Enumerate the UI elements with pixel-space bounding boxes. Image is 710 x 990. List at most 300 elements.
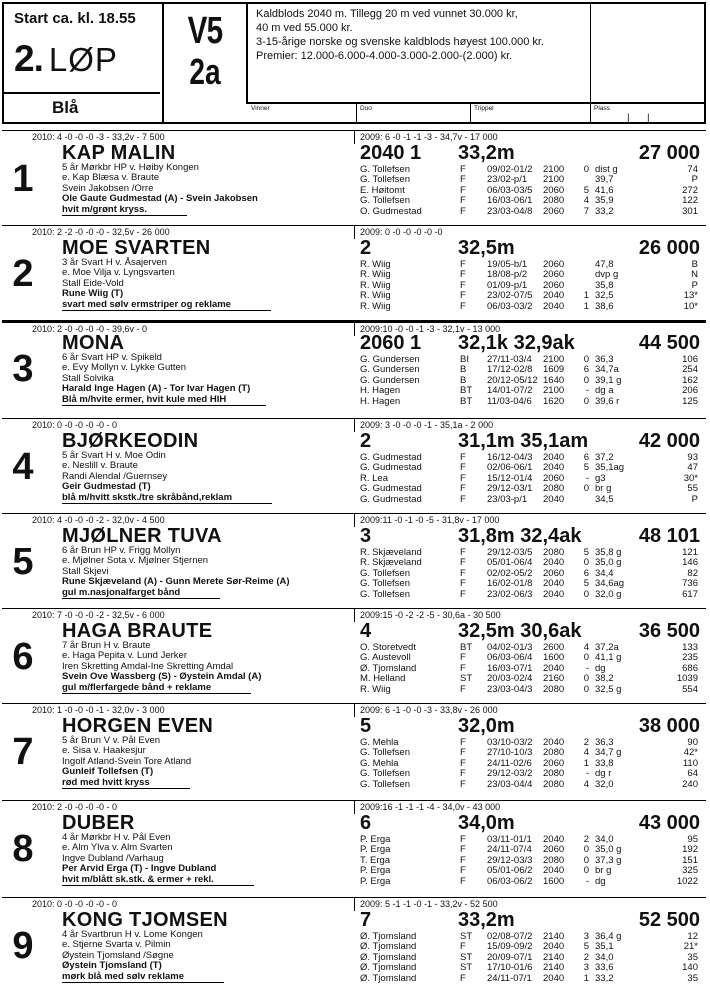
- start-track: F: [460, 557, 466, 569]
- start-place: -: [585, 875, 589, 887]
- start-track: BT: [460, 395, 473, 407]
- start-driver: G. Tollefsen: [360, 588, 410, 600]
- start-track: F: [460, 300, 466, 312]
- start-odds: 35: [687, 951, 698, 963]
- start-track: F: [460, 578, 466, 590]
- colors-text: hvit m/blått sk.stk. & ermer + rekl.: [62, 875, 254, 886]
- start-place: 0: [583, 854, 589, 866]
- start-date: 24/11-07/1: [487, 972, 532, 984]
- start-driver: G. Gundersen: [360, 364, 420, 376]
- start-odds: 192: [682, 844, 698, 856]
- start-km-time: 34,7a: [595, 364, 619, 376]
- dam-line: e. Alm Ylva v. Alm Svarten: [62, 842, 173, 854]
- start-driver: G. Gudmestad: [360, 462, 422, 474]
- stats-2009: 2009: 5 -1 -1 -0 -1 - 33,2v - 52 500: [360, 899, 498, 909]
- dam-line: e. Kap Blæsa v. Braute: [62, 172, 159, 184]
- start-distance-m: 2040: [543, 865, 565, 877]
- stats-2010: 2010: 4 -0 -0 -0 -3 - 33,2v - 7 500: [32, 132, 165, 142]
- recent-starts: [360, 738, 704, 790]
- start-km-time: 34,4: [595, 567, 614, 579]
- breeding-line: 5 år Svart H v. Moe Odin: [62, 450, 166, 461]
- start-date: 17/10-01/6: [487, 962, 533, 974]
- horse-info: [62, 641, 261, 694]
- horse-name: DUBER: [62, 812, 135, 834]
- horse-info: [62, 833, 254, 886]
- start-place: 5: [583, 462, 589, 474]
- start-place: -: [585, 768, 589, 780]
- start-odds: 74: [687, 164, 698, 175]
- start-odds: P: [691, 279, 698, 291]
- start-date: 27/11-03/4: [487, 354, 532, 365]
- start-km-time: dist g: [595, 164, 618, 175]
- start-km-time: 34,7 g: [595, 747, 622, 759]
- start-driver: H. Hagen: [360, 395, 401, 407]
- start-date: 02/08-07/2: [487, 931, 533, 942]
- start-km-time: 34,0: [595, 834, 614, 845]
- start-distance-m: 1620: [543, 395, 565, 407]
- start-km-time: dg r: [595, 768, 612, 780]
- start-km-time: br g: [595, 865, 612, 877]
- breeding-line: 7 år Brun H v. Braute: [62, 640, 151, 651]
- start-km-time: 33,8: [595, 757, 614, 769]
- start-driver: Ø. Tjomsland: [360, 931, 417, 942]
- dam-line: e. Moe Vilja v. Lyngsvarten: [62, 267, 175, 279]
- total-earnings: 26 000: [638, 237, 700, 259]
- start-date: 24/11-07/4: [487, 844, 532, 856]
- start-odds: 64: [687, 768, 698, 780]
- start-km-time: 39,1 g: [595, 374, 622, 386]
- dam-line: e. Mjølner Sota v. Mjølner Stjernen: [62, 555, 209, 567]
- driver-trainer-line: Ole Gaute Gudmestad (A) - Svein Jakobsen: [62, 193, 258, 205]
- start-date: 19/05-b/1: [487, 259, 528, 270]
- start-distance: 2: [360, 430, 372, 452]
- start-driver: Ø. Tjomsland: [360, 972, 417, 984]
- owner-line: Ingve Dubland /Varhaug: [62, 852, 164, 864]
- start-place: 0: [583, 483, 589, 495]
- colors-line: [62, 875, 254, 886]
- start-date: 16/03-06/1: [487, 195, 533, 207]
- horse-name: HAGA BRAUTE: [62, 620, 213, 642]
- recent-starts: [360, 643, 704, 695]
- owner-line: Svein Jakobsen /Orre: [62, 182, 154, 194]
- start-odds: 13*: [683, 290, 698, 302]
- start-odds: 93: [687, 452, 698, 463]
- start-number: 5: [12, 541, 34, 583]
- colors-line: [62, 205, 258, 216]
- start-row: [360, 579, 704, 589]
- start-track: F: [460, 652, 466, 664]
- driver-trainer-line: Øystein Tjomsland (T): [62, 960, 162, 972]
- start-track: F: [460, 854, 466, 866]
- stats-2010: 2010: 0 -0 -0 -0 -0 - 0: [32, 899, 118, 909]
- tick-mark: |: [627, 113, 630, 124]
- start-odds: 146: [682, 557, 698, 569]
- start-track: F: [460, 174, 466, 186]
- stats-divider: [354, 898, 355, 911]
- total-earnings: 36 500: [638, 620, 700, 642]
- horse-entry: [2, 225, 706, 320]
- start-date: 03/11-01/1: [487, 834, 532, 845]
- start-distance-m: 2100: [543, 354, 565, 365]
- start-row: [360, 643, 704, 653]
- start-driver: G. Gudmestad: [360, 483, 422, 495]
- stats-divider: [354, 131, 355, 144]
- colors-text: mørk blå med sølv reklame: [62, 972, 224, 983]
- start-date: 23/03-04/8: [487, 205, 533, 217]
- start-row: [360, 748, 704, 758]
- start-row: [360, 186, 704, 196]
- horse-entry: [2, 130, 706, 225]
- colors-text: gul m.nasjonalfarget bånd: [62, 588, 220, 599]
- start-odds: 206: [682, 385, 698, 397]
- start-km-time: 35,0 g: [595, 844, 622, 856]
- start-odds: 42*: [683, 747, 698, 759]
- start-km-time: 36,3: [595, 737, 614, 748]
- start-distance-m: 2100: [543, 164, 565, 175]
- colors-line: [62, 778, 191, 789]
- start-driver: G. Tollefsen: [360, 747, 410, 759]
- start-odds: 106: [682, 354, 698, 365]
- start-distance-m: 2040: [543, 588, 565, 600]
- start-track: F: [460, 768, 466, 780]
- recent-starts: [360, 453, 704, 505]
- start-distance-m: 2080: [543, 778, 565, 790]
- start-km-time: 35,8: [595, 279, 614, 291]
- owner-line: Randi Alendal /Guernsey: [62, 470, 168, 482]
- game-type: V5: [187, 10, 223, 52]
- colors-line: [62, 300, 271, 311]
- start-place: 3: [583, 931, 589, 942]
- start-date: 29/12-03/3: [487, 854, 533, 866]
- start-odds: 254: [682, 364, 698, 376]
- start-km-time: dg: [595, 662, 606, 674]
- colors-line: [62, 395, 266, 406]
- start-date: 27/10-10/3: [487, 747, 533, 759]
- best-time: 32,1k 32,9ak: [458, 332, 575, 354]
- recent-starts: [360, 548, 704, 600]
- start-driver: Ø. Tjomsland: [360, 962, 417, 974]
- start-track: F: [460, 683, 466, 695]
- start-distance-m: 2160: [543, 673, 565, 685]
- start-driver: T. Erga: [360, 854, 391, 866]
- start-row: [360, 835, 704, 845]
- start-km-time: 33,6: [595, 962, 614, 974]
- best-time: 33,2m: [458, 909, 515, 931]
- start-driver: O. Storetvedt: [360, 642, 416, 653]
- start-track: B: [460, 364, 467, 376]
- stats-2009: 2009: 6 -0 -1 -1 -3 - 34,7v - 17 000: [360, 132, 498, 142]
- horse-entry: [2, 513, 706, 608]
- tick-mark: |: [647, 113, 650, 124]
- start-row: [360, 664, 704, 674]
- start-distance-m: 2080: [543, 483, 565, 495]
- stats-divider: [354, 704, 355, 717]
- start-row: [360, 291, 704, 301]
- owner-line: Stall Eide-Vold: [62, 277, 124, 289]
- start-place: 0: [583, 652, 589, 664]
- start-driver: R. Skjæveland: [360, 557, 422, 569]
- game-type-box: [164, 4, 248, 104]
- start-driver: R. Lea: [360, 472, 388, 484]
- total-earnings: 27 000: [638, 142, 700, 164]
- start-km-time: 32,5 g: [595, 683, 622, 695]
- start-distance-m: 1600: [543, 652, 565, 664]
- start-row: [360, 175, 704, 185]
- start-driver: R. Wiig: [360, 683, 391, 695]
- start-place: 1: [583, 972, 589, 984]
- start-km-time: 35,8 g: [595, 547, 622, 558]
- start-track: F: [460, 865, 466, 877]
- start-odds: 10*: [683, 300, 698, 312]
- start-date: 06/03-06/2: [487, 875, 533, 887]
- best-time: 31,8m 32,4ak: [458, 525, 582, 547]
- start-distance-m: 2040: [543, 834, 565, 845]
- notes-box: [590, 4, 705, 104]
- start-date: 15/12-01/4: [487, 472, 533, 484]
- breeding-line: 6 år Svart HP v. Spikeld: [62, 352, 162, 363]
- start-date: 23/03-p/1: [487, 493, 528, 505]
- start-distance-m: 2140: [543, 962, 565, 974]
- owner-line: Ingolf Atland-Svein Tore Atland: [62, 755, 192, 767]
- start-track: ST: [460, 673, 473, 685]
- start-row: [360, 397, 704, 407]
- owner-line: Stall Solvika: [62, 372, 114, 384]
- start-distance-m: 1640: [543, 374, 565, 386]
- start-distance: 2040 1: [360, 142, 422, 164]
- horse-name: HORGEN EVEN: [62, 715, 214, 737]
- colors-text: blå m/hvitt skstk./tre skråbånd,reklam: [62, 493, 272, 504]
- start-km-time: 37,2: [595, 452, 614, 463]
- start-driver: R. Wiig: [360, 269, 391, 281]
- stats-divider: [354, 323, 355, 336]
- start-place: -: [585, 472, 589, 484]
- start-km-time: g3: [595, 472, 606, 484]
- horse-name: KONG TJOMSEN: [62, 909, 228, 931]
- breeding-line: 6 år Brun HP v. Frigg Mollyn: [62, 545, 181, 556]
- start-place: 0: [583, 588, 589, 600]
- horse-info: [62, 258, 271, 311]
- start-distance-m: 2060: [543, 567, 565, 579]
- start-track: F: [460, 547, 466, 558]
- start-date: 06/03-03/5: [487, 184, 533, 196]
- start-driver: E. Høitomt: [360, 184, 405, 196]
- start-place: 6: [583, 364, 589, 376]
- driver-trainer-line: Gunleif Tollefsen (T): [62, 766, 154, 778]
- start-odds: 272: [682, 184, 698, 196]
- horse-name: KAP MALIN: [62, 142, 176, 164]
- start-date: 09/02-01/2: [487, 164, 533, 175]
- start-place: 0: [583, 395, 589, 407]
- start-driver: P. Erga: [360, 875, 391, 887]
- start-row: [360, 376, 704, 386]
- start-row: [360, 856, 704, 866]
- start-distance-m: 2080: [543, 854, 565, 866]
- start-number: 8: [12, 828, 34, 870]
- start-distance-m: 2080: [543, 195, 565, 207]
- start-driver: P. Erga: [360, 834, 391, 845]
- start-track: F: [460, 493, 466, 505]
- stats-2009: 2009: 0 -0 -0 -0 -0 -0: [360, 227, 443, 237]
- start-distance-m: 2060: [543, 184, 565, 196]
- start-distance: 6: [360, 812, 372, 834]
- race-suffix: LØP: [48, 41, 118, 78]
- stats-divider: [354, 609, 355, 622]
- best-time: 32,0m: [458, 715, 515, 737]
- recent-starts: [360, 165, 704, 217]
- start-place: 2: [583, 834, 589, 845]
- start-date: 29/12-03/5: [487, 547, 533, 558]
- start-odds: 122: [682, 195, 698, 207]
- start-track: ST: [460, 931, 473, 942]
- dam-line: e. Haga Pepita v. Lund Jerker: [62, 650, 187, 662]
- start-place: 1: [583, 757, 589, 769]
- best-time: 34,0m: [458, 812, 515, 834]
- start-odds: 110: [682, 757, 698, 769]
- start-date: 02/02-05/2: [487, 567, 533, 579]
- condition-line: Premier: 12.000-6.000-4.000-3.000-2.000-(2.000) kr.: [256, 50, 513, 62]
- total-earnings: 48 101: [638, 525, 700, 547]
- recent-starts: [360, 260, 704, 312]
- horse-info: [62, 736, 191, 789]
- recent-starts: [360, 355, 704, 407]
- start-place: -: [585, 662, 589, 674]
- start-place: 0: [583, 673, 589, 685]
- stats-2010: 2010: 0 -0 -0 -0 -0 - 0: [32, 420, 118, 430]
- start-track: F: [460, 279, 466, 291]
- start-track: F: [460, 462, 466, 474]
- start-distance: 2: [360, 237, 372, 259]
- start-distance-m: 2040: [543, 300, 565, 312]
- stats-2010: 2010: 2 -2 -0 -0 -0 - 32,5v - 26 000: [32, 227, 170, 237]
- start-date: 17/12-02/8: [487, 364, 533, 376]
- stats-2009: 2009: 6 -1 -0 -0 -3 - 33,8v - 26 000: [360, 705, 498, 715]
- start-date: 20/03-02/4: [487, 673, 533, 685]
- result-label: Trippel: [474, 105, 494, 112]
- start-place: 0: [583, 557, 589, 569]
- horse-info: [62, 546, 290, 599]
- start-row: [360, 974, 704, 984]
- start-place: 0: [583, 374, 589, 386]
- start-distance-m: 2040: [543, 557, 565, 569]
- start-track: F: [460, 269, 466, 281]
- start-distance-m: 2080: [543, 547, 565, 558]
- colors-line: [62, 972, 224, 983]
- start-km-time: 32,0: [595, 778, 614, 790]
- start-driver: G. Tollefsen: [360, 195, 410, 207]
- start-place: 2: [583, 737, 589, 748]
- start-place: 4: [583, 195, 589, 207]
- start-row: [360, 196, 704, 206]
- total-earnings: 43 000: [638, 812, 700, 834]
- start-distance: 7: [360, 909, 372, 931]
- start-distance-m: 2040: [543, 737, 565, 748]
- start-driver: P. Erga: [360, 865, 391, 877]
- start-date: 24/11-02/6: [487, 757, 532, 769]
- start-km-time: 32,5: [595, 290, 614, 302]
- start-track: F: [460, 662, 466, 674]
- start-track: F: [460, 483, 466, 495]
- start-km-time: 38,6: [595, 300, 614, 312]
- start-track: BT: [460, 385, 473, 397]
- start-date: 01/09-p/1: [487, 279, 528, 291]
- start-row: [360, 769, 704, 779]
- start-driver: Ø. Tjomsland: [360, 951, 417, 963]
- start-km-time: 41,1 g: [595, 652, 622, 664]
- start-km-time: 33,2: [595, 972, 614, 984]
- start-odds: 21*: [683, 941, 698, 953]
- start-distance-m: 2080: [543, 768, 565, 780]
- start-date: 23/02-07/5: [487, 290, 533, 302]
- start-row: [360, 495, 704, 505]
- start-date: 20/09-07/1: [487, 951, 533, 963]
- result-label: Vinner: [251, 105, 270, 112]
- start-date: 03/10-03/2: [487, 737, 533, 748]
- start-track: BI: [460, 354, 469, 365]
- owner-line: Stall Skjevi: [62, 565, 109, 577]
- start-odds: P: [691, 174, 698, 186]
- start-km-time: 37,3 g: [595, 854, 622, 866]
- start-place: 3: [583, 962, 589, 974]
- start-distance-m: 2140: [543, 931, 565, 942]
- start-row: [360, 207, 704, 217]
- stats-divider: [354, 419, 355, 432]
- start-distance-m: 2060: [543, 205, 565, 217]
- start-km-time: dvp g: [595, 269, 619, 281]
- stats-2009: 2009: 3 -0 -0 -0 -1 - 35,1a - 2 000: [360, 420, 494, 430]
- start-track: F: [460, 757, 466, 769]
- start-place: 6: [583, 452, 589, 463]
- start-distance-m: 2060: [543, 259, 565, 270]
- stats-2010: 2010: 4 -0 -0 -0 -2 - 32,0v - 4 500: [32, 515, 165, 525]
- driver-trainer-line: Svein Ove Wassberg (S) - Øystein Amdal (A): [62, 671, 262, 683]
- start-place: 5: [583, 578, 589, 590]
- start-place: 4: [583, 778, 589, 790]
- start-row: [360, 674, 704, 684]
- colors-text: svart med sølv ermstriper og reklame: [62, 300, 271, 311]
- start-date: 20/12-05/12: [487, 374, 538, 386]
- race-color: Blå: [52, 98, 79, 117]
- start-km-time: 32,0 g: [595, 588, 622, 600]
- start-distance-m: 2060: [543, 757, 565, 769]
- start-place: 5: [583, 547, 589, 558]
- start-odds: 1022: [676, 875, 698, 887]
- driver-trainer-line: Rune Skjæveland (A) - Gunn Merete Sør-Reime (A): [62, 576, 290, 588]
- start-odds: 301: [682, 205, 698, 217]
- start-km-time: 34,6ag: [595, 578, 625, 590]
- start-row: [360, 877, 704, 887]
- horse-name: MONA: [62, 332, 125, 354]
- start-date: 14/01-07/2: [487, 385, 533, 397]
- start-track: F: [460, 737, 466, 748]
- start-driver: Ø. Tjomsland: [360, 941, 417, 953]
- start-km-time: dg a: [595, 385, 614, 397]
- start-km-time: 47,8: [595, 259, 614, 270]
- start-place: 1: [583, 300, 589, 312]
- race-conditions: [256, 7, 586, 63]
- start-time: Start ca. kl. 18.55: [14, 10, 136, 27]
- start-distance-m: 2100: [543, 385, 565, 397]
- start-distance: 4: [360, 620, 372, 642]
- start-km-time: 36,3: [595, 354, 614, 365]
- breeding-line: 4 år Svartbrun H v. Lome Kongen: [62, 929, 203, 940]
- start-row: [360, 281, 704, 291]
- stats-divider: [354, 226, 355, 239]
- start-date: 04/02-01/3: [487, 642, 533, 653]
- start-row: [360, 484, 704, 494]
- owner-line: Iren Skretting Amdal-Ine Skretting Amdal: [62, 660, 234, 672]
- start-place: 7: [583, 205, 589, 217]
- start-date: 23/03-04/3: [487, 683, 533, 695]
